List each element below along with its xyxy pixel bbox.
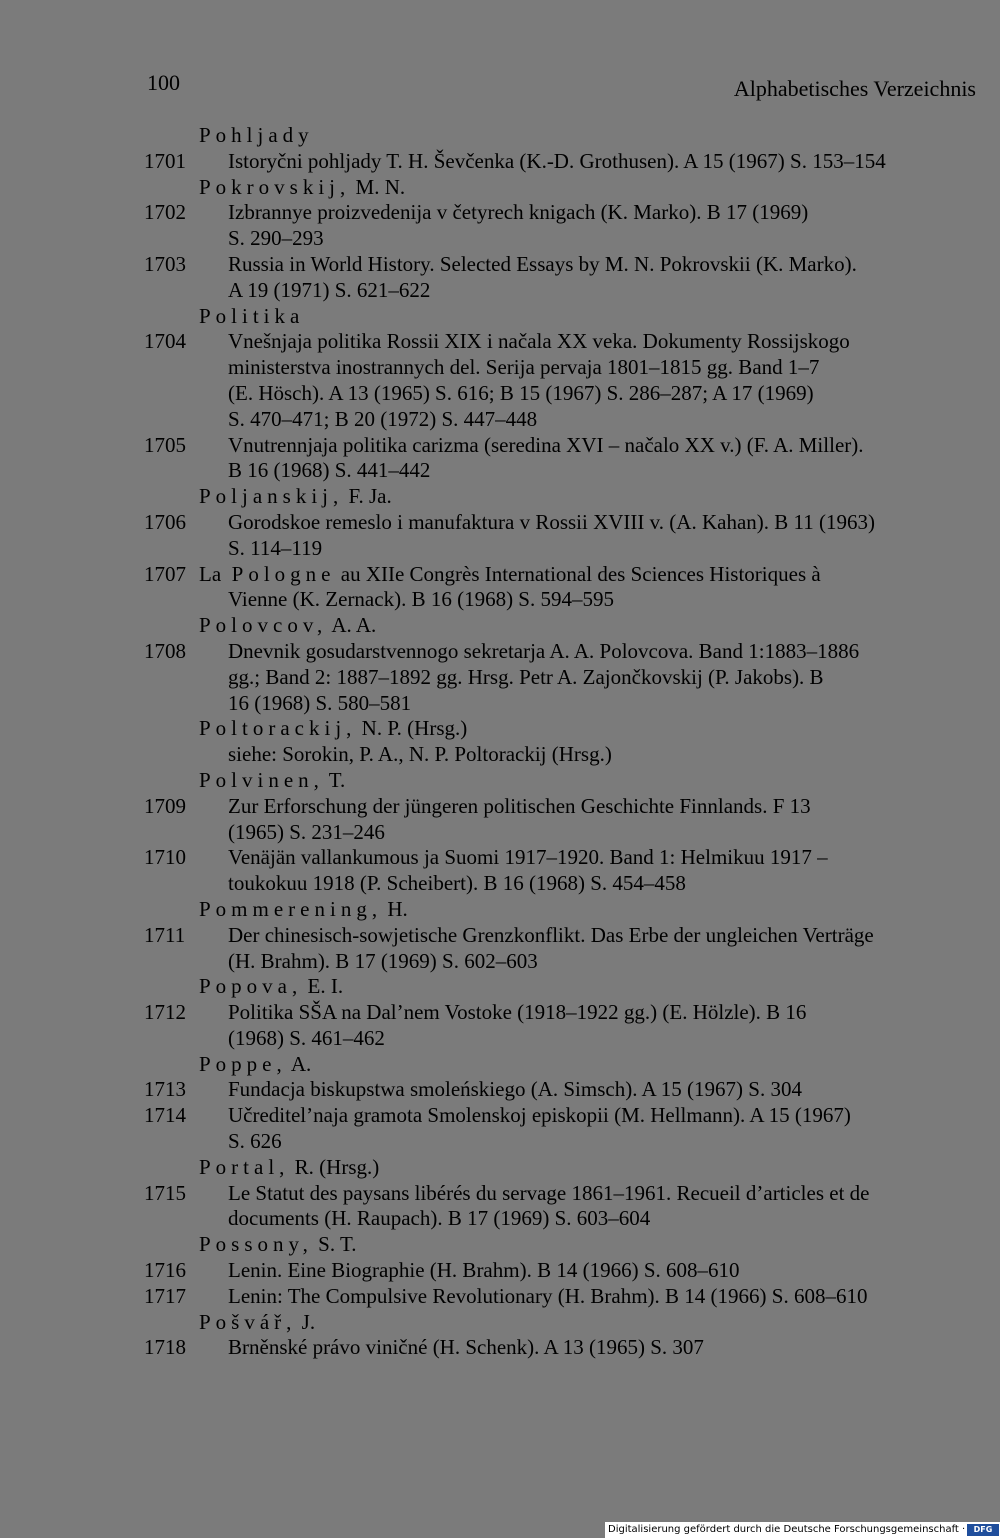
entry-number: 1716 xyxy=(144,1258,186,1283)
entry-text: Izbrannye proizvedenija v četyrech knigach (K. Marko). B 17 (1969) xyxy=(228,200,809,225)
entry-text: Lenin: The Compulsive Revolutionary (H. Brahm). B 14 (1966) S. 608–610 xyxy=(228,1283,868,1308)
index-entries xyxy=(0,123,1000,1361)
index-entry xyxy=(0,252,1000,278)
entry-text: Der chinesisch-sowjetische Grenzkonflikt. Das Erbe der ungleichen Verträge xyxy=(228,922,874,947)
page-number: 100 xyxy=(147,70,180,95)
author-initials: M. N. xyxy=(350,174,406,199)
entry-continuation xyxy=(0,949,1000,975)
entry-continuation xyxy=(0,1129,1000,1155)
author-heading xyxy=(0,304,1000,330)
index-entry xyxy=(0,794,1000,820)
author-surname: Pohljady xyxy=(199,123,314,147)
index-entry xyxy=(0,510,1000,536)
entry-continuation xyxy=(0,691,1000,717)
author-initials: H. xyxy=(382,896,408,921)
author-heading xyxy=(0,175,1000,201)
entry-number: 1702 xyxy=(144,200,186,225)
author-initials: T. xyxy=(323,767,346,792)
entry-text: Brněnské právo viničné (H. Schenk). A 13 (1965) S. 307 xyxy=(228,1335,704,1360)
author-heading xyxy=(0,716,1000,742)
entry-number: 1708 xyxy=(144,638,186,663)
author-name xyxy=(199,123,314,149)
entry-continuation xyxy=(0,226,1000,252)
entry-number: 1709 xyxy=(144,793,186,818)
entry-continuation xyxy=(0,355,1000,381)
footer-credit: Digitalisierung gefördert durch die Deutsche Forschungsgemeinschaft · xyxy=(608,1524,966,1535)
entry-text: Zur Erforschung der jüngeren politischen Geschichte Finnlands. F 13 xyxy=(228,793,811,818)
entry-text: Vnešnjaja politika Rossii XIX i načala XX veka. Dokumenty Rossijskogo xyxy=(228,329,850,354)
author-name xyxy=(199,897,408,923)
entry-title: au XIIe Congrès International des Sciences Historiques à xyxy=(340,561,821,586)
entry-number: 1713 xyxy=(144,1077,186,1102)
author-initials: F. Ja. xyxy=(343,484,392,509)
entry-continuation xyxy=(0,1206,1000,1232)
author-name xyxy=(199,1155,379,1181)
author-surname: Poltorackij, xyxy=(199,716,357,741)
entry-text: Lenin. Eine Biographie (H. Brahm). B 14 (1966) S. 608–610 xyxy=(228,1258,740,1283)
index-entry xyxy=(0,923,1000,949)
entry-text: Le Statut des paysans libérés du servage 1861–1961. Recueil d’articles et de xyxy=(228,1180,870,1205)
entry-text: (1965) S. 231–246 xyxy=(228,819,385,844)
author-heading xyxy=(0,1232,1000,1258)
author-name xyxy=(199,1310,315,1336)
author-surname: Poljanskij, xyxy=(199,484,344,509)
author-name xyxy=(199,613,376,639)
entry-text xyxy=(199,562,821,588)
entry-text: siehe: Sorokin, P. A., N. P. Poltorackij (Hrsg.) xyxy=(228,742,612,767)
dfg-logo-icon: DFG xyxy=(967,1524,999,1536)
author-surname: Pošvář, xyxy=(199,1309,297,1334)
author-heading xyxy=(0,484,1000,510)
entry-text: A 19 (1971) S. 621–622 xyxy=(228,277,431,302)
author-name xyxy=(199,484,392,510)
author-surname: Polvinen, xyxy=(199,767,324,792)
author-surname: Poppe, xyxy=(199,1051,287,1076)
entry-number: 1714 xyxy=(144,1103,186,1128)
entry-continuation xyxy=(0,458,1000,484)
entry-number: 1710 xyxy=(144,845,186,870)
entry-text: Politika SŠA na Dal’nem Vostoke (1918–1922 gg.) (E. Hölzle). B 16 xyxy=(228,1000,807,1025)
author-name xyxy=(199,974,343,1000)
entry-text: (E. Hösch). A 13 (1965) S. 616; B 15 (1967) S. 286–287; A 17 (1969) xyxy=(228,380,814,405)
author-surname: Portal, xyxy=(199,1154,290,1179)
author-surname: Polovcov, xyxy=(199,613,328,638)
index-entry xyxy=(0,329,1000,355)
index-entry xyxy=(0,1335,1000,1361)
author-heading xyxy=(0,123,1000,149)
author-surname: Pokrovskij, xyxy=(199,174,351,199)
running-head: Alphabetisches Verzeichnis xyxy=(733,76,976,101)
entry-continuation xyxy=(0,278,1000,304)
entry-text: (1968) S. 461–462 xyxy=(228,1025,385,1050)
entry-text: B 16 (1968) S. 441–442 xyxy=(228,458,431,483)
entry-text: S. 626 xyxy=(228,1129,282,1154)
index-entry xyxy=(0,149,1000,175)
index-entry xyxy=(0,639,1000,665)
index-entry xyxy=(0,1103,1000,1129)
entry-continuation xyxy=(0,820,1000,846)
author-heading xyxy=(0,897,1000,923)
entry-number: 1718 xyxy=(144,1335,186,1360)
index-entry xyxy=(0,1284,1000,1310)
entry-text: gg.; Band 2: 1887–1892 gg. Hrsg. Petr A. Zajončkovskij (P. Jakobs). B xyxy=(228,664,824,689)
entry-text: Russia in World History. Selected Essays by M. N. Pokrovskii (K. Marko). xyxy=(228,251,857,276)
entry-text: S. 114–119 xyxy=(228,535,323,560)
index-entry xyxy=(0,562,1000,588)
author-initials: N. P. (Hrsg.) xyxy=(356,716,468,741)
author-initials: S. T. xyxy=(312,1232,357,1257)
entry-text: Učreditel’naja gramota Smolenskoj episkopii (M. Hellmann). A 15 (1967) xyxy=(228,1103,851,1128)
author-surname: Pommerening, xyxy=(199,896,383,921)
author-name xyxy=(199,175,405,201)
author-surname: Possony, xyxy=(199,1232,313,1257)
author-name xyxy=(199,768,345,794)
author-initials: J. xyxy=(296,1309,316,1334)
entry-text: (H. Brahm). B 17 (1969) S. 602–603 xyxy=(228,948,538,973)
entry-number: 1703 xyxy=(144,251,186,276)
author-name xyxy=(199,716,467,742)
index-entry xyxy=(0,1181,1000,1207)
entry-continuation xyxy=(0,871,1000,897)
entry-text: documents (H. Raupach). B 17 (1969) S. 603–604 xyxy=(228,1206,651,1231)
entry-continuation xyxy=(0,381,1000,407)
entry-number: 1704 xyxy=(144,329,186,354)
author-initials: E. I. xyxy=(302,974,344,999)
author-surname: Politika xyxy=(199,303,305,328)
author-surname: Popova, xyxy=(199,974,303,999)
index-entry xyxy=(0,845,1000,871)
digitization-footer xyxy=(605,1522,1000,1538)
author-name xyxy=(199,304,304,330)
entry-text: S. 470–471; B 20 (1972) S. 447–448 xyxy=(228,406,538,431)
entry-continuation xyxy=(0,1026,1000,1052)
entry-keyword: Pologne xyxy=(231,561,336,586)
entry-number: 1715 xyxy=(144,1180,186,1205)
entry-text: Dnevnik gosudarstvennogo sekretarja A. A. Polovcova. Band 1:1883–1886 xyxy=(228,638,860,663)
author-heading xyxy=(0,974,1000,1000)
index-entry xyxy=(0,200,1000,226)
author-name xyxy=(199,1232,357,1258)
entry-number: 1705 xyxy=(144,432,186,457)
entry-text: Vnutrennjaja politika carizma (seredina XVI – načalo XX v.) (F. A. Miller). xyxy=(228,432,864,457)
index-entry xyxy=(0,1258,1000,1284)
entry-text: Vienne (K. Zernack). B 16 (1968) S. 594–595 xyxy=(228,587,614,612)
entry-continuation xyxy=(0,407,1000,433)
author-heading xyxy=(0,613,1000,639)
entry-text: 16 (1968) S. 580–581 xyxy=(228,690,412,715)
entry-number: 1717 xyxy=(144,1283,186,1308)
author-heading xyxy=(0,1052,1000,1078)
author-initials: A. xyxy=(286,1051,312,1076)
entry-text: S. 290–293 xyxy=(228,226,324,251)
author-initials: R. (Hrsg.) xyxy=(289,1154,380,1179)
entry-text: Istoryčni pohljady T. H. Ševčenka (K.-D. Grothusen). A 15 (1967) S. 153–154 xyxy=(228,148,886,173)
entry-text: toukokuu 1918 (P. Scheibert). B 16 (1968) S. 454–458 xyxy=(228,871,686,896)
entry-number: 1706 xyxy=(144,509,186,534)
entry-article: La xyxy=(199,561,222,586)
entry-text: Venäjän vallankumous ja Suomi 1917–1920. Band 1: Helmikuu 1917 – xyxy=(228,845,828,870)
author-heading xyxy=(0,768,1000,794)
entry-text: ministerstva inostrannych del. Serija pervaja 1801–1815 gg. Band 1–7 xyxy=(228,355,820,380)
entry-text: Gorodskoe remeslo i manufaktura v Rossii XVIII v. (A. Kahan). B 11 (1963) xyxy=(228,509,875,534)
entry-number: 1701 xyxy=(144,148,186,173)
entry-text: Fundacja biskupstwa smoleńskiego (A. Simsch). A 15 (1967) S. 304 xyxy=(228,1077,802,1102)
entry-continuation xyxy=(0,742,1000,768)
entry-number: 1712 xyxy=(144,1000,186,1025)
entry-number: 1711 xyxy=(144,922,186,947)
author-name xyxy=(199,1052,311,1078)
author-initials: A. A. xyxy=(327,613,377,638)
author-heading xyxy=(0,1310,1000,1336)
index-entry xyxy=(0,1077,1000,1103)
entry-continuation xyxy=(0,665,1000,691)
index-entry xyxy=(0,1000,1000,1026)
index-entry xyxy=(0,433,1000,459)
entry-continuation xyxy=(0,587,1000,613)
author-heading xyxy=(0,1155,1000,1181)
entry-continuation xyxy=(0,536,1000,562)
entry-number: 1707 xyxy=(144,561,186,586)
